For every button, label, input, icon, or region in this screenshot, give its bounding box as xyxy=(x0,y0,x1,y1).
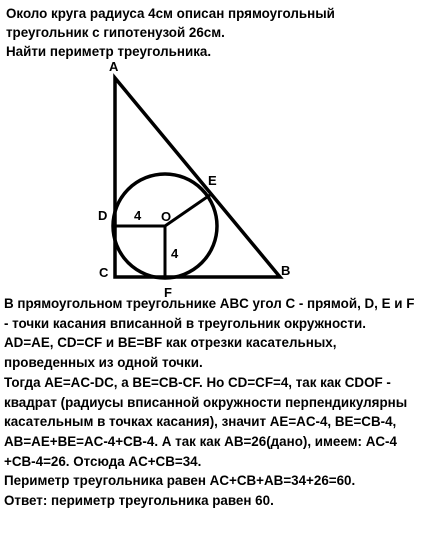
solution-line: проведенных из одной точки. xyxy=(4,355,203,371)
label-c: C xyxy=(99,265,109,280)
problem-line: Около круга радиуса 4см описан прямоугольный xyxy=(6,6,335,21)
solution-line: Тогда AE=AC-DC, а BE=CB-CF. Но CD=CF=4, так как CDOF - xyxy=(4,374,391,390)
solution-line: касательным в точках касания), значит AE=AC-4, BE=CB-4, xyxy=(4,414,397,430)
label-b: B xyxy=(281,263,291,278)
label-e: E xyxy=(208,173,217,188)
solution-text xyxy=(4,294,442,511)
solution-line: AD=AE, CD=CF и BE=BF как отрезки касательных, xyxy=(4,335,337,351)
solution-line: - точки касания вписанной в треугольник окружности. xyxy=(4,315,366,331)
solution-line: В прямоугольном треугольнике ABC угол C - прямой, D, E и F xyxy=(4,296,415,311)
label-f: F xyxy=(164,285,172,300)
triangle-abc xyxy=(115,78,280,277)
label-radius-horizontal: 4 xyxy=(134,208,142,223)
label-a: A xyxy=(109,59,119,74)
solution-line: квадрат (радиусы вписанной окружности перпендикулярны xyxy=(4,394,408,410)
triangle-diagram xyxy=(0,52,443,300)
label-d: D xyxy=(98,208,108,223)
radius-oe xyxy=(165,195,210,226)
solution-line: AB=AE+BE=AC-4+CB-4. А так как AB=26(дано), имеем: AC-4 xyxy=(4,433,397,449)
problem-line: Найти периметр треугольника. xyxy=(6,44,212,59)
label-radius-vertical: 4 xyxy=(171,246,179,261)
problem-line: треугольник с гипотенузой 26см. xyxy=(6,25,225,40)
solution-line: Ответ: периметр треугольника равен 60. xyxy=(4,493,274,509)
solution-line: +CB-4=26. Отсюда AC+CB=34. xyxy=(4,453,202,469)
solution-line: Периметр треугольника равен AC+CB+AB=34+26=60. xyxy=(4,473,356,489)
label-o: O xyxy=(161,209,172,224)
